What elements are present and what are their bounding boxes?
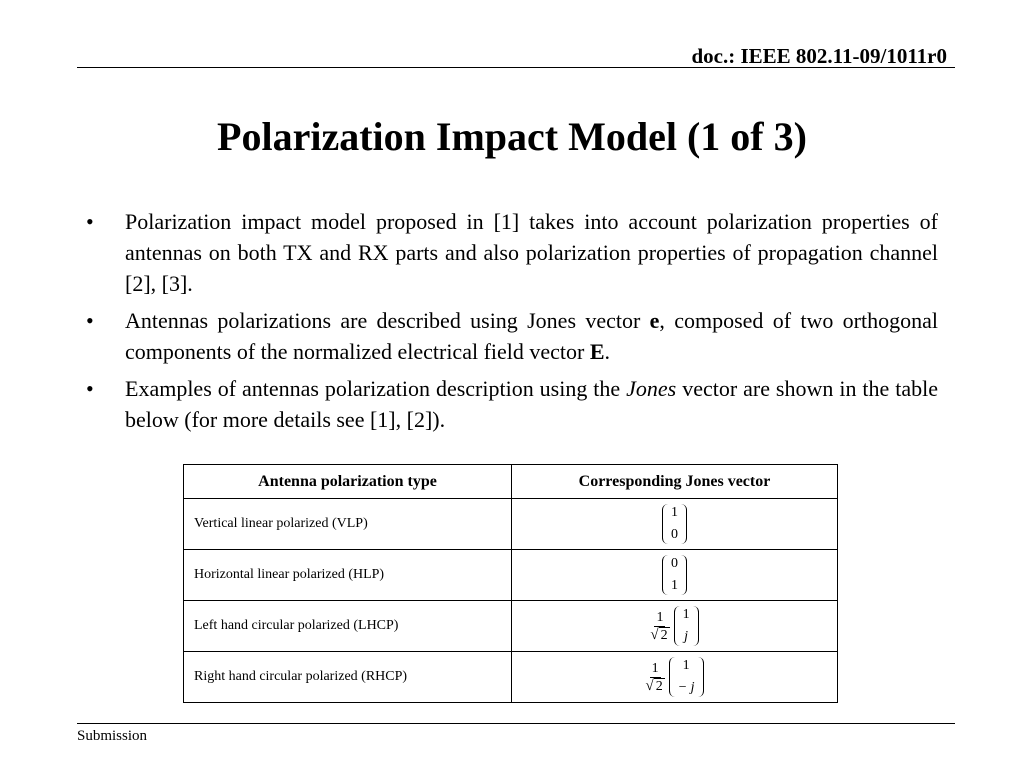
- bullet-item: [86, 206, 938, 299]
- vector-bottom-entry: 1: [671, 578, 678, 593]
- jones-vector: [662, 553, 687, 597]
- square-root: [650, 627, 669, 643]
- jones-vector-cell: [512, 550, 838, 601]
- field-vector-symbol: E: [589, 339, 605, 364]
- scale-fraction: [650, 610, 669, 643]
- jones-vector: [662, 502, 687, 546]
- bullet-text-part: vector are shown in the table below (for more details see [1], [2]).: [125, 376, 939, 432]
- vector-top-entry: 1: [671, 505, 678, 520]
- polarization-type-cell: Left hand circular polarized (LHCP): [184, 601, 512, 652]
- slide-title: Polarization Impact Model (1 of 3): [217, 114, 807, 159]
- jones-word: Jones: [626, 376, 677, 401]
- right-paren: [691, 606, 699, 646]
- scaled-vector: [645, 655, 703, 699]
- footer-divider: [77, 723, 955, 724]
- jones-vector-symbol: e: [649, 308, 660, 333]
- bullet-text: Polarization impact model proposed in [1] takes into account polarization properties of antennas on both TX and RX parts and also polarization properties of propagation channel [2], [3].: [125, 209, 938, 296]
- table-row: [184, 499, 838, 550]
- bullet-text-part: Antennas polarizations are described using Jones vector: [125, 308, 650, 333]
- bullet-dot: •: [86, 308, 94, 333]
- left-paren: [662, 504, 670, 544]
- table-row: [184, 550, 838, 601]
- table-row: [184, 652, 838, 703]
- bullet-dot: •: [86, 376, 94, 401]
- fraction-denominator: 2: [655, 678, 663, 694]
- left-paren: [669, 657, 677, 697]
- square-root: [645, 678, 664, 694]
- polarization-type-cell: Vertical linear polarized (VLP): [184, 499, 512, 550]
- sqrt-icon: √: [645, 677, 654, 694]
- polarization-type-cell: Right hand circular polarized (RHCP): [184, 652, 512, 703]
- polarization-type-cell: Horizontal linear polarized (HLP): [184, 550, 512, 601]
- fraction-numerator: 1: [656, 609, 664, 625]
- jones-vector-cell: [512, 652, 838, 703]
- jones-vector: [674, 604, 699, 648]
- column-header-jones: Corresponding Jones vector: [512, 465, 838, 499]
- bullet-list: [86, 206, 938, 441]
- vector-top-entry: 0: [671, 556, 678, 571]
- sqrt-icon: √: [650, 626, 659, 643]
- footer-label: Submission: [77, 728, 148, 744]
- fraction-denominator: 2: [660, 627, 668, 643]
- jones-vector-cell: [512, 601, 838, 652]
- right-paren: [679, 504, 687, 544]
- bullet-item: [86, 373, 938, 435]
- right-paren: [679, 555, 687, 595]
- bullet-dot: •: [86, 209, 94, 234]
- left-paren: [674, 606, 682, 646]
- scaled-vector: [650, 604, 698, 648]
- right-paren: [696, 657, 704, 697]
- vector-bottom-entry: − j: [677, 680, 695, 695]
- polarization-table: [183, 464, 838, 703]
- left-paren: [662, 555, 670, 595]
- bullet-text-part: , composed of two orthogonal components of the normalized electrical field vector: [125, 308, 938, 364]
- vector-bottom-entry: 0: [671, 527, 678, 542]
- table-row: [184, 601, 838, 652]
- jones-vector-cell: [512, 499, 838, 550]
- document-id: doc.: IEEE 802.11-09/1011r0: [691, 44, 947, 68]
- bullet-item: [86, 305, 938, 367]
- header-divider: [77, 67, 955, 68]
- vector-top-entry: 1: [682, 658, 690, 673]
- vector-bottom-entry: j: [684, 629, 689, 644]
- bullet-text-part: .: [604, 339, 611, 364]
- bullet-text-part: Examples of antennas polarization description using the: [125, 376, 627, 401]
- jones-vector: [669, 655, 704, 699]
- table-header-row: [184, 465, 838, 499]
- fraction-numerator: 1: [651, 660, 659, 676]
- scale-fraction: [645, 661, 664, 694]
- column-header-type: Antenna polarization type: [184, 465, 512, 499]
- vector-top-entry: 1: [682, 607, 690, 622]
